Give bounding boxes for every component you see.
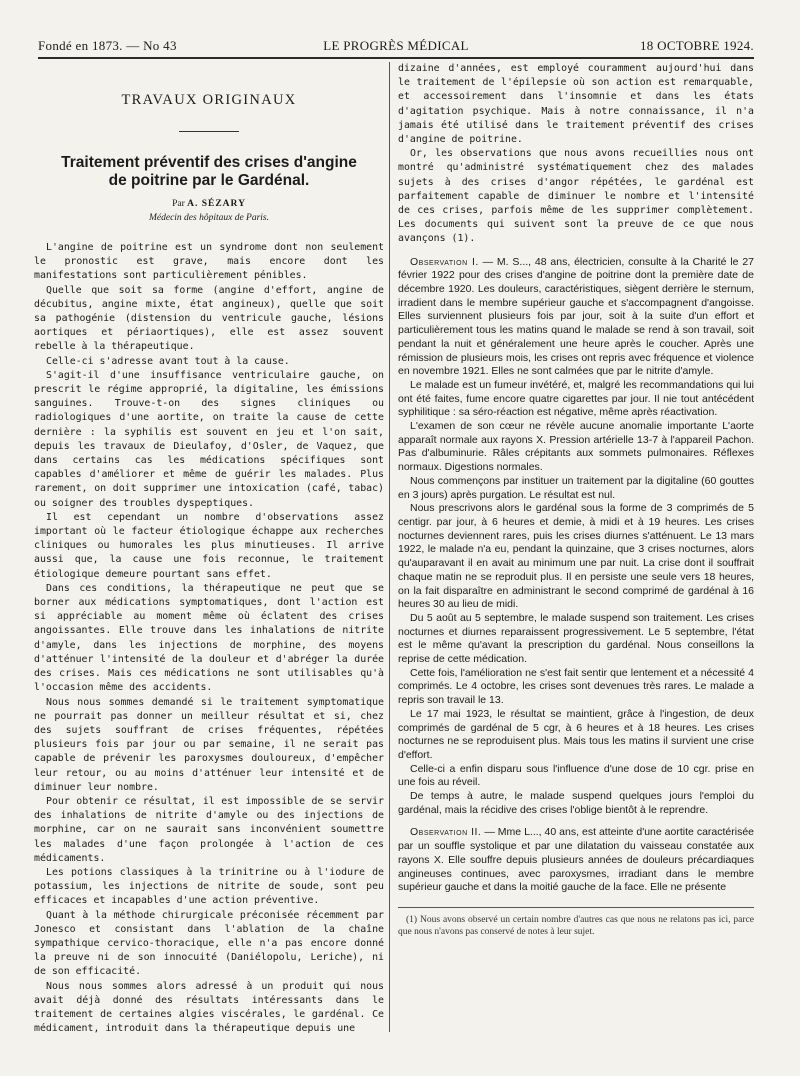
observation-paragraph (398, 256, 754, 379)
footnote-rule (398, 907, 754, 908)
observation-1 (398, 256, 754, 818)
observation-paragraph: Le malade est un fumeur invétéré, et, malgré les recommandations qui lui ont été faites, fume encore quatre cigarettes par jour. Il nie tout antécédent syphilitique : sa séro-réaction est négative, même après réactivation. (398, 378, 754, 419)
article-body-right (398, 62, 754, 247)
running-head (38, 38, 754, 54)
paragraph: Quant à la méthode chirurgicale préconisée récemment par Jonesco et consistant dans l'ablation de la chaîne sympathique cervico-thoracique, elle n'a pas encore donné la preuve ni de son innocuité (Daniélopolu, Leriche), ni de son efficacité. (34, 909, 384, 978)
observation-paragraph: Nous prescrivons alors le gardénal sous la forme de 3 comprimés de 5 centigr. par jour, à 6 heures et demie, à midi et à 19 heures. Les crises nocturnes deviennent rares, puis les crises diurnes s'atténuent. Le 13 mars 1922, le malade n'a eu, pendant la quinzaine, que 3 crises nocturnes, alors qu'auparavant il en avait au minimum une par nuit. La crise dont il souffrait chaque matin ne se reproduit plus. Il en persiste une seule vers 18 heures, on la fait disparaître en administrant le second comprimé de gardénal à 16 heures 30 au lieu de midi. (398, 502, 754, 611)
byline (34, 199, 384, 209)
title-rule (179, 131, 239, 132)
author-name: A. SÉZARY (187, 199, 246, 209)
header-founding-issue: Fondé en 1873. — No 43 (38, 38, 177, 53)
section-title: TRAVAUX ORIGINAUX (121, 92, 297, 108)
paragraph: Celle-ci s'adresse avant tout à la cause. (46, 355, 290, 367)
paragraph: Les potions classiques à la trinitrine ou à l'iodure de potassium, les injections de nitrite de soude, sont peu efficaces et incapables d'une action préventive. (34, 866, 384, 907)
observation-paragraph: Cette fois, l'amélioration ne s'est fait sentir que lentement et a nécessité 4 comprimés. Le 4 octobre, les crises sont devenues très rares. Le malade a repris son travail le 13. (398, 666, 754, 707)
observation-text: — M. S..., 48 ans, électricien, consulte à la Charité le 27 février 1922 pour des crises d'angine de poitrine dont la première date de décembre 1920. Les douleurs, caractéristiques, siègent derrière le sternum, irradient dans le membre supérieur gauche et s'accompagnent d'angoisse. Elles surviennent plusieurs fois par jour, soit à la suite d'un effort et particulièrement tous les matins quand le malade se rend à son travail, soit pendant la nuit et généralement une heure après le coucher. Après une rémission de plusieurs mois, les crises ont repris avec fréquence et violence en novembre 1921. Elles ne sont calmées que par le nitrite d'amyle. (398, 255, 754, 378)
observation-paragraph: Le 17 mai 1923, le résultat se maintient, grâce à l'ingestion, de deux comprimés de gardénal de 5 cgr, à 6 heures et à 18 heures. Les crises nocturnes ne se reproduisent plus. Mais tous les matins il survient une crise d'effort. (398, 707, 754, 761)
observation-label: Observation I. (410, 255, 479, 268)
observation-text: — Mme L..., 40 ans, est atteinte d'une aortite caractérisée par un souffle systolique et par une dilatation du vaisseau constatée aux rayons X. Elle souffre depuis plusieurs années de douleurs précardiaques angineuses continues, avec paroxysmes, irradiant dans le membre supérieur gauche et dans la moitié gauche de la face. Elle ne présente (398, 826, 755, 894)
column-divider (389, 62, 390, 1032)
issue-date: 18 OCTOBRE 1924. (640, 38, 754, 53)
right-column (398, 62, 754, 938)
observation-paragraph: Nous commençons par instituer un traitement par la digitaline (60 gouttes en 3 jours) après purgation. Le résultat est nul. (398, 474, 754, 501)
header-rule (38, 57, 754, 59)
observation-paragraph: Celle-ci a enfin disparu sous l'influence d'une dose de 10 cgr. prise en une fois au réveil. (398, 762, 754, 789)
observation-paragraph: Du 5 août au 5 septembre, le malade suspend son traitement. Les crises nocturnes et diurnes reparaissent progressivement. Le 5 septembre, l'état est le même qu'avant la prescription du gardénal. Nous conseillons la reprise de cette médication. (398, 611, 754, 666)
footnote: (1) Nous avons observé un certain nombre d'autres cas que nous ne relatons pas ici, parce que nous n'avons pas conservé de notes à leur sujet. (398, 914, 754, 937)
byline-prefix: Par (172, 199, 185, 209)
article-title-line-2: de poitrine par le Gardénal. (108, 172, 310, 189)
paragraph: L'angine de poitrine est un syndrome dont non seulement le pronostic est grave, mais encore dont les manifestations sont particulièrement pénibles. (34, 242, 384, 282)
paragraph: Or, les observations que nous avons recueillies nous ont montré qu'administré systématiquement chez des malades sujets à des crises d'angor répétées, le gardénal est parfaitement capable de diminuer le nombre et l'intensité de ces crises, parfois même de les supprimer complètement. Les documents qui suivent sont la preuve de ce que nous avançons (1). (398, 148, 754, 245)
observation-paragraph: De temps à autre, le malade suspend quelques jours l'emploi du gardénal, mais la récidive des crises l'oblige bientôt à le reprendre. (398, 790, 754, 816)
paragraph: Quelle que soit sa forme (angine d'effort, angine de décubitus, angine mixte, état angineux), quelle que soit sa pathogénie (distension du ventricule gauche, lésions aortiques et périaortiques), elle est assez souvent rebelle à la thérapeutique. (34, 284, 384, 353)
paragraph: Il est cependant un nombre d'observations assez important où le facteur étiologique échappe aux recherches cliniques ou humorales les plus minutieuses. Il arrive aussi que, la cause une fois reconnue, le traitement étiologique demeure pourtant sans effet. (34, 511, 384, 580)
article-title-line-1: Traitement préventif des crises d'angine (61, 154, 357, 171)
journal-name: LE PROGRÈS MÉDICAL (323, 38, 469, 53)
article-body-left (34, 241, 384, 1036)
observation-paragraph (398, 826, 754, 895)
left-column (34, 62, 384, 1036)
paragraph: Dans ces conditions, la thérapeutique ne peut que se borner aux médications symptomatiques, dont l'action est si appréciable au moment même où éclatent des crises angoissantes. Elle trouve dans les inhalations de nitrite d'amyle, dans les injections de morphine, des moyens d'atténuer l'intensité de la douleur et d'abréger la durée des crises. Mais ces médications ne sont utilisables qu'à l'occasion même des accidents. (34, 582, 384, 694)
paragraph: S'agit-il d'une insuffisance ventriculaire gauche, on prescrit le régime approprié, la digitaline, les émissions sanguines. Trouve-t-on des signes cliniques ou radiologiques d'une aortite, on traite la cause de cette dernière : la syphilis est souvent en jeu et l'on sait, depuis les travaux de Dieulafoy, d'Osler, de Vaquez, que dans certains cas les médications spécifiques sont capables d'améliorer et même de guérir les malades. Plus rarement, on doit supprimer une intoxication (café, tabac) ou soigner des troubles dyspeptiques. (34, 369, 384, 509)
paragraph: Nous nous sommes demandé si le traitement symptomatique ne pourrait pas donner un meilleur résultat et si, chez des sujets souffrant de crises fréquentes, répétées plusieurs fois par jour ou par semaine, il ne serait pas capable de prévenir les paroxysmes douloureux, d'empêcher leur retour, ou au moins d'atténuer leur intensité et de diminuer leur nombre. (34, 696, 384, 793)
observation-label: Observation II. (410, 826, 482, 839)
author-affiliation: Médecin des hôpitaux de Paris. (148, 213, 270, 223)
paragraph: Nous nous sommes alors adressé à un produit qui nous avait déjà donné des résultats intéressants dans le traitement de certaines algies viscérales, le gardénal. Ce médicament, introduit dans la thérapeutique depuis une (34, 980, 384, 1035)
paragraph-continued: dizaine d'années, est employé couramment aujourd'hui dans le traitement de l'épilepsie où son action est remarquable, et accessoirement dans l'insomnie et dans les états d'agitation psychique. Mais à notre connaissance, il n'a jamais été utilisé dans le traitement préventif des crises d'angine de poitrine. (398, 63, 754, 146)
article-title (34, 154, 384, 190)
paragraph: Pour obtenir ce résultat, il est impossible de se servir des inhalations de nitrite d'amyle ou des injections de morphine, car on ne saurait sans inconvénient soumettre les malades d'une façon prolongée à l'action de ces médicaments. (34, 795, 384, 864)
observation-paragraph: L'examen de son cœur ne révèle aucune anomalie importante L'aorte apparaît normale aux rayons X. Pression artérielle 13-7 à l'appareil Pachon. Pas d'albuminurie. Râles crépitants aux sommets pulmonaires. Réflexes normaux. Digestions normales. (398, 420, 754, 474)
observation-2 (398, 826, 754, 895)
